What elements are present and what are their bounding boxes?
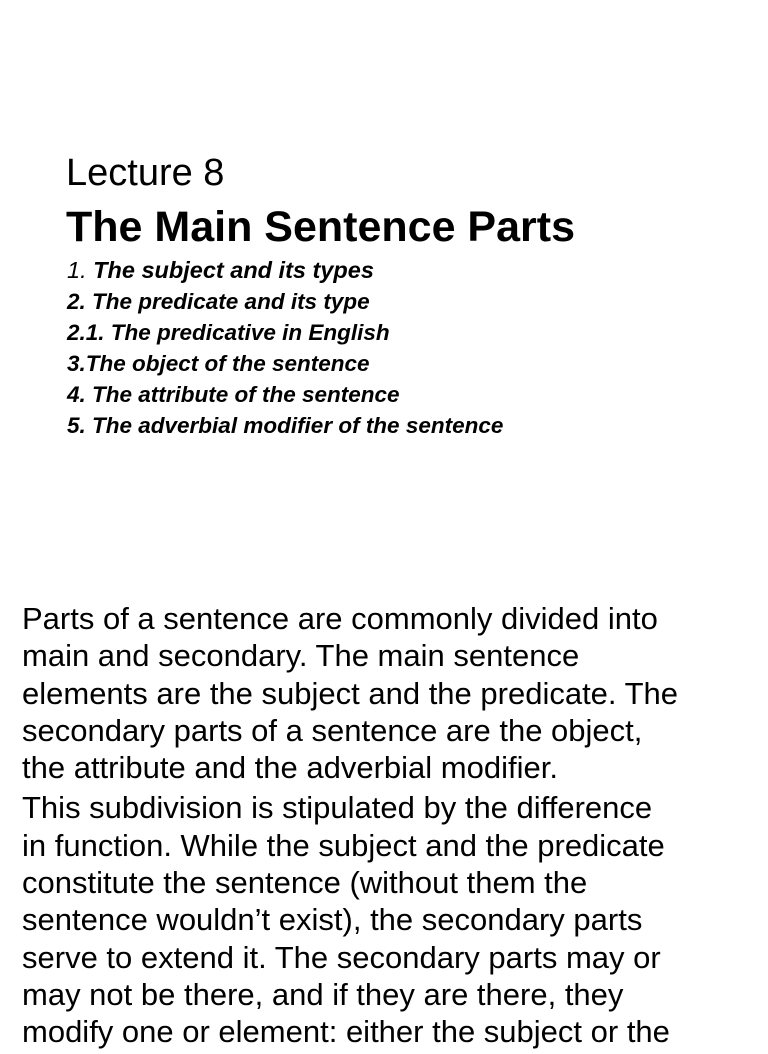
- outline-item: [67, 286, 503, 317]
- outline-item-number: 2.: [67, 289, 86, 314]
- text-line: secondary parts of a sentence are the object,: [22, 712, 643, 748]
- outline-item: [67, 410, 503, 441]
- text-line: main and secondary. The main sentence: [22, 638, 580, 674]
- paragraph: [22, 600, 762, 786]
- text-line: in function. While the subject and the predicate: [22, 827, 665, 863]
- outline-item-text: The object of the sentence: [85, 351, 370, 376]
- outline-item-text: The subject and its types: [86, 257, 374, 283]
- outline-item-text: The attribute of the sentence: [85, 382, 400, 407]
- outline-item: [67, 348, 503, 379]
- outline-item: [67, 255, 503, 286]
- lecture-outline: [67, 255, 503, 441]
- outline-item: [67, 379, 503, 410]
- outline-item-text: The predicative in English: [104, 320, 390, 345]
- paragraph: [22, 789, 762, 1050]
- outline-item-number: 4.: [67, 382, 86, 407]
- text-line: elements are the subject and the predicate. The: [22, 675, 679, 711]
- text-line: modify one or element: either the subject or the: [22, 1014, 670, 1050]
- lecture-number: Lecture 8: [66, 152, 225, 194]
- outline-item-text: The predicate and its type: [85, 289, 370, 314]
- text-line: This subdivision is stipulated by the difference: [22, 790, 653, 826]
- text-line: constitute the sentence (without them the: [22, 865, 588, 901]
- outline-item-number: 3.: [67, 351, 86, 376]
- outline-item-number: 5.: [67, 413, 86, 438]
- text-line: Parts of a sentence are commonly divided into: [22, 601, 658, 636]
- text-line: serve to extend it. The secondary parts may or: [22, 939, 661, 975]
- text-line: may not be there, and if they are there, they: [22, 976, 624, 1012]
- page-title: The Main Sentence Parts: [66, 203, 575, 251]
- text-line: sentence wouldn’t exist), the secondary parts: [22, 902, 643, 938]
- outline-item-number: 1.: [67, 257, 87, 283]
- body-text: [22, 600, 762, 1054]
- text-line: the attribute and the adverbial modifier.: [22, 750, 558, 786]
- outline-item-text: The adverbial modifier of the sentence: [85, 413, 504, 438]
- outline-item-number: 2.1.: [67, 320, 105, 345]
- outline-item: [67, 317, 503, 348]
